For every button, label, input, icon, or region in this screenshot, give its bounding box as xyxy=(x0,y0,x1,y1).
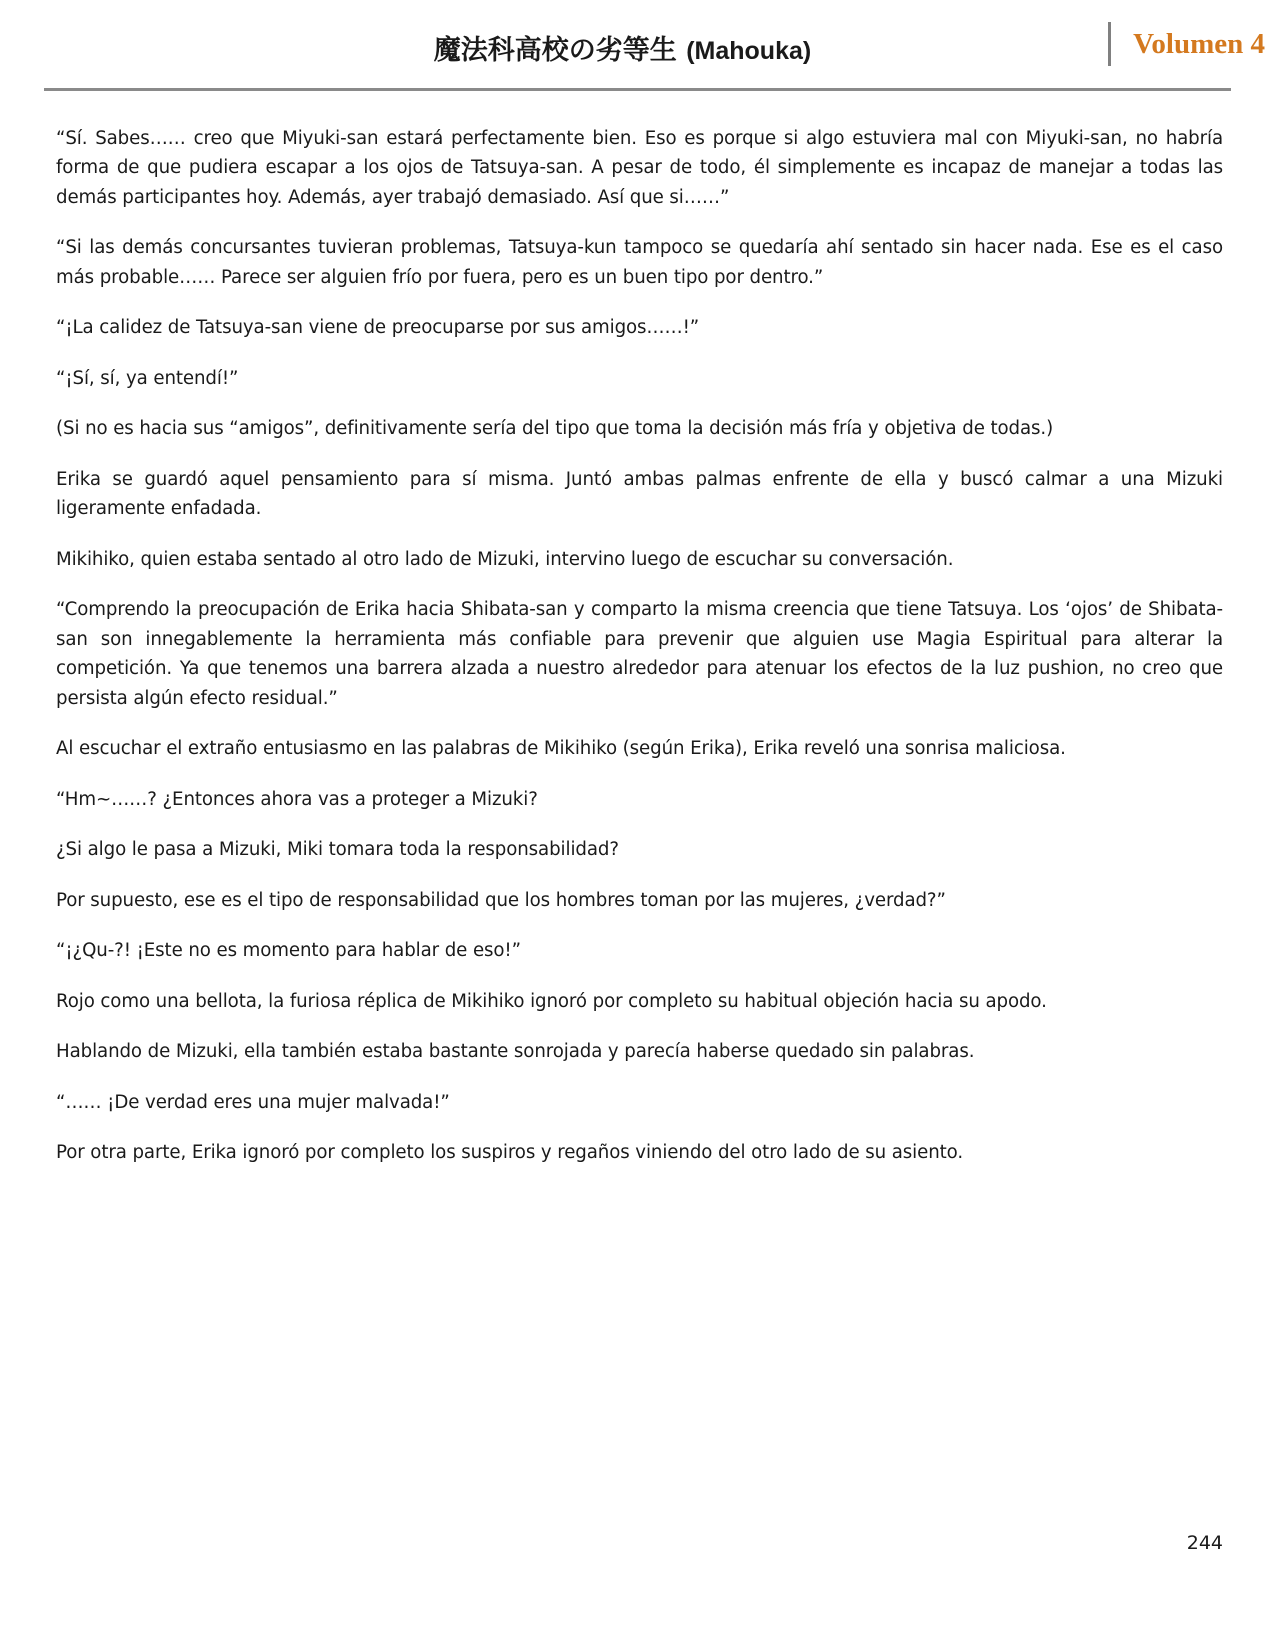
paragraph: “¡¿Qu-?! ¡Este no es momento para hablar de eso!” xyxy=(56,940,521,962)
paragraph: Mikihiko, quien estaba sentado al otro lado de Mizuki, intervino luego de escuchar su conversación. xyxy=(56,548,954,570)
paragraph: “Hm~……? ¿Entonces ahora vas a proteger a Mizuki? xyxy=(56,788,538,810)
volume-marker xyxy=(1108,22,1265,66)
paragraph: ¿Si algo le pasa a Mizuki, Miki tomara toda la responsabilidad? xyxy=(56,839,619,861)
paragraph: “¡Sí, sí, ya entendí!” xyxy=(56,367,239,389)
volume-divider xyxy=(1108,22,1111,66)
book-title xyxy=(434,28,811,67)
paragraph: Al escuchar el extraño entusiasmo en las palabras de Mikihiko (según Erika), Erika reveló una sonrisa maliciosa. xyxy=(56,738,1066,760)
paragraph: Rojo como una bellota, la furiosa réplica de Mikihiko ignoró por completo su habitual objeción hacia su apodo. xyxy=(56,990,1047,1012)
paragraph: Por supuesto, ese es el tipo de responsabilidad que los hombres toman por las mujeres, ¿verdad?” xyxy=(56,889,946,911)
paragraph: (Si no es hacia sus “amigos”, definitivamente sería del tipo que toma la decisión más fría y objetiva de todas.) xyxy=(56,418,1054,440)
page-number: 244 xyxy=(1186,1532,1223,1554)
page-header xyxy=(0,0,1275,96)
page-content xyxy=(0,96,1275,1168)
header-rule xyxy=(44,88,1231,91)
paragraph: Hablando de Mizuki, ella también estaba bastante sonrojada y parecía haberse quedado sin palabras. xyxy=(56,1041,975,1063)
paragraph: “¡La calidez de Tatsuya-san viene de preocuparse por sus amigos……!” xyxy=(56,317,700,339)
paragraph: Por otra parte, Erika ignoró por completo los suspiros y regaños viniendo del otro lado de su asiento. xyxy=(56,1142,964,1164)
paragraph: “Si las demás concursantes tuvieran problemas, Tatsuya-kun tampoco se quedaría ahí sentado sin hacer nada. Ese es el caso más probable…… Parece ser alguien frío por fuera, pero es un buen tipo por dentro.” xyxy=(56,237,1223,288)
header-inner xyxy=(44,0,1231,67)
paragraph: “Sí. Sabes…… creo que Miyuki-san estará perfectamente bien. Eso es porque si algo estuviera mal con Miyuki-san, no habría forma de que pudiera escapar a los ojos de Tatsuya-san. A pesar de todo, él simplemente es incapaz de manejar a todas las demás participantes hoy. Además, ayer trabajó demasiado. Así que si……” xyxy=(56,128,1223,208)
volume-label: Volumen 4 xyxy=(1133,27,1265,60)
paragraph: “…… ¡De verdad eres una mujer malvada!” xyxy=(56,1091,450,1113)
book-title-japanese: 魔法科高校の劣等生 xyxy=(433,35,677,66)
paragraph: Erika se guardó aquel pensamiento para sí misma. Juntó ambas palmas enfrente de ella y buscó calmar a una Mizuki ligeramente enfadada. xyxy=(56,468,1223,520)
book-title-romaji: (Mahouka) xyxy=(686,37,812,65)
paragraph: “Comprendo la preocupación de Erika hacia Shibata-san y comparto la misma creencia que tiene Tatsuya. Los ‘ojos’ de Shibata-san son innegablemente la herramienta más confiable para prevenir que alguien use Magia Espiritual para alterar la competición. Ya que tenemos una barrera alzada a nuestro alrededor para atenuar los efectos de la luz pushion, no creo que persista algún efecto residual.” xyxy=(56,599,1223,709)
page-footer xyxy=(0,1532,1223,1554)
